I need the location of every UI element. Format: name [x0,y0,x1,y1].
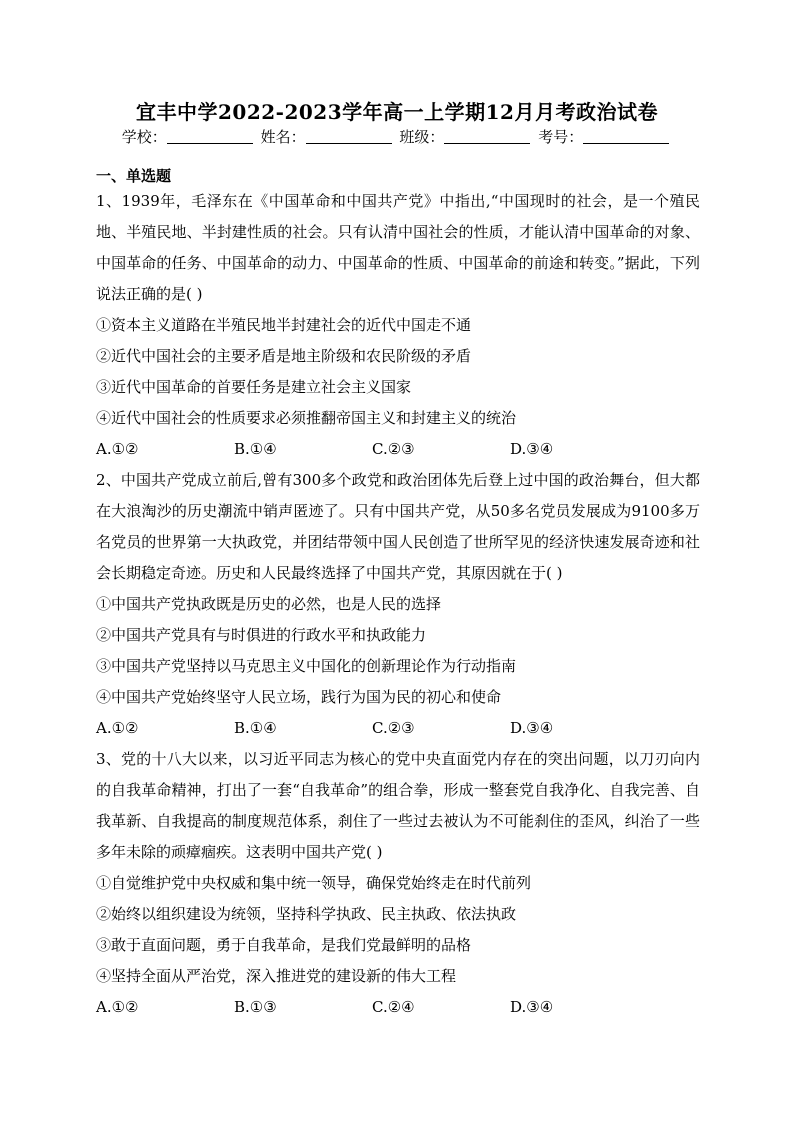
exam-number-label: 考号： [538,128,584,146]
exam-title: 宜丰中学2022-2023学年高一上学期12月月考政治试卷 [136,100,658,124]
choice-b: B.①④ [234,440,277,458]
choice-a: A.①② [96,719,139,737]
question-1 [96,186,700,465]
choice-c: C.②③ [372,440,415,458]
statement-option: ①资本主义道路在半殖民地半封建社会的近代中国走不通 [96,316,472,334]
question-2 [96,465,700,744]
class-label: 班级： [399,128,445,146]
question-stem: 3、党的十八大以来，以习近平同志为核心的党中央直面党内存在的突出问题，以刀刃向内的自我革命精神，打出了一套“自我革命”的组合拳，形成一整套党自我净化、自我完善、自我革新、自我提高的制度规范体系，刹住了一些过去被认为不可能刹住的歪风，纠治了一些多年未除的顽瘴痼疾。这表明中国共产党( ) [96,750,700,861]
statement-option: ④坚持全面从严治党，深入推进党的建设新的伟大工程 [96,967,457,985]
question-stem: 2、中国共产党成立前后,曾有300多个政党和政治团体先后登上过中国的政治舞台，但大都在大浪淘沙的历史潮流中销声匿迹了。只有中国共产党，从50多名党员发展成为9100多万名党员的世界第一大执政党，并团结带领中国人民创造了世所罕见的经济快速发展奇迹和社会长期稳定奇迹。历史和人民最终选择了中国共产党，其原因就在于( ) [96,471,700,582]
choice-c: C.②③ [372,719,415,737]
name-label: 姓名： [260,128,306,146]
statement-option: ③近代中国革命的首要任务是建立社会主义国家 [96,378,412,396]
statement-option: ②始终以组织建设为统领，坚持科学执政、民主执政、依法执政 [96,905,517,923]
statement-option: ④中国共产党始终坚守人民立场，践行为国为民的初心和使命 [96,688,502,706]
answer-choices [96,713,700,744]
question-stem: 1、1939年，毛泽东在《中国革命和中国共产党》中指出,“中国现时的社会，是一个殖民地、半殖民地、半封建性质的社会。只有认清中国社会的性质，才能认清中国革命的对象、中国革命的任务、中国革命的动力、中国革命的性质、中国革命的前途和转变。”据此，下列说法正确的是( ) [96,192,700,303]
school-label: 学校： [121,128,167,146]
statement-option: ①自觉维护党中央权威和集中统一领导，确保党始终走在时代前列 [96,874,532,892]
school-blank [167,129,253,144]
questions-area [96,166,700,1023]
choice-a: A.①② [96,998,139,1016]
student-info-row [0,126,794,147]
choice-b: B.①③ [234,998,277,1016]
statement-option: ③敢于直面问题，勇于自我革命，是我们党最鲜明的品格 [96,936,472,954]
answer-choices [96,992,700,1023]
choice-b: B.①④ [234,719,277,737]
question-3 [96,744,700,1023]
exam-number-blank [583,129,669,144]
statement-option: ②中国共产党具有与时俱进的行政水平和执政能力 [96,626,427,644]
choice-c: C.②④ [372,998,415,1016]
statement-option: ③中国共产党坚持以马克思主义中国化的创新理论作为行动指南 [96,657,517,675]
statement-option: ④近代中国社会的性质要求必须推翻帝国主义和封建主义的统治 [96,409,517,427]
statement-option: ①中国共产党执政既是历史的必然，也是人民的选择 [96,595,442,613]
choice-d: D.③④ [510,440,554,458]
choice-a: A.①② [96,440,139,458]
statement-option: ②近代中国社会的主要矛盾是地主阶级和农民阶级的矛盾 [96,347,472,365]
class-blank [444,129,530,144]
answer-choices [96,434,700,465]
choice-d: D.③④ [510,719,554,737]
choice-d: D.③④ [510,998,554,1016]
name-blank [306,129,392,144]
section-title: 一、单选题 [96,167,172,185]
